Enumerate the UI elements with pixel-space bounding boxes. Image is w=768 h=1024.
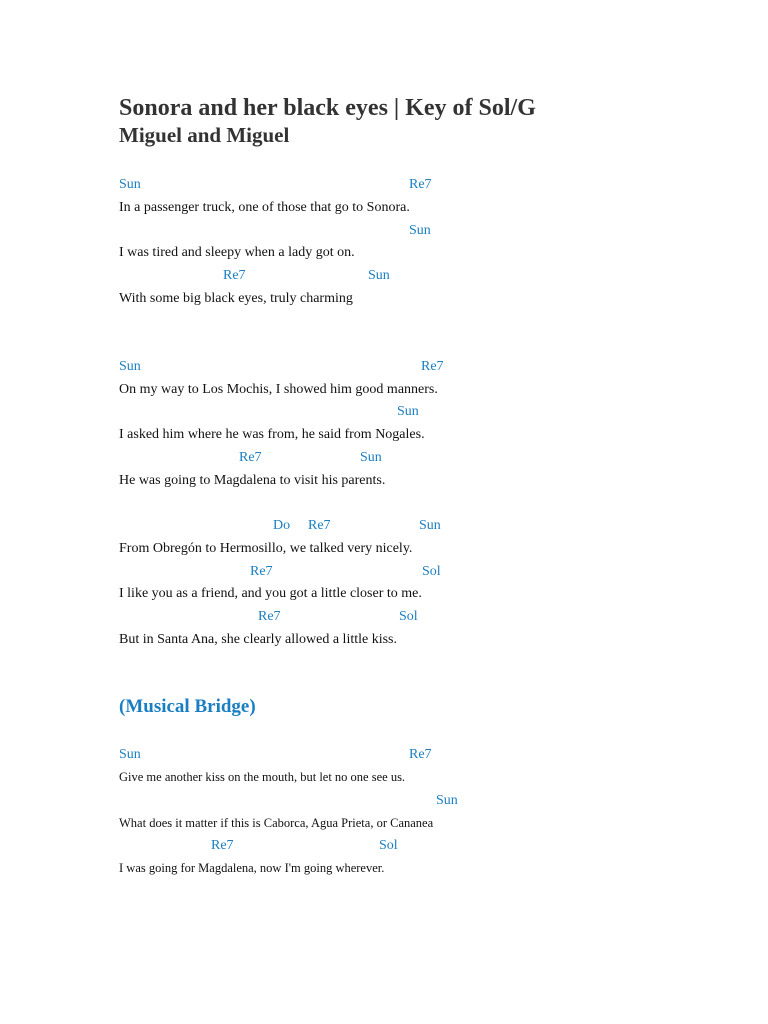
chord: Re7 [258, 609, 281, 624]
lyric-line: From Obregón to Hermosillo, we talked very nicely. [119, 541, 413, 556]
chord: Re7 [211, 838, 234, 853]
lyric-line: With some big black eyes, truly charming [119, 291, 353, 306]
lyric-line: I like you as a friend, and you got a little closer to me. [119, 586, 422, 601]
chord: Sun [419, 518, 441, 533]
chord: Do [273, 518, 291, 533]
song-title: Sonora and her black eyes | Key of Sol/G [119, 95, 536, 121]
section-heading-musical-bridge: (Musical Bridge) [119, 696, 256, 717]
chord: Sun [436, 793, 458, 808]
chord: Sun [409, 223, 431, 238]
lyric-line: What does it matter if this is Caborca, Agua Prieta, or Cananea [119, 816, 434, 830]
chord: Re7 [409, 747, 432, 762]
chord: Re7 [308, 518, 331, 533]
chord: Sol [399, 609, 418, 624]
chord: Sun [360, 450, 382, 465]
chord: Re7 [223, 268, 246, 283]
chord: Re7 [250, 564, 273, 579]
lyric-line: On my way to Los Mochis, I showed him good manners. [119, 382, 438, 397]
song-artist: Miguel and Miguel [119, 123, 290, 147]
chord: Re7 [409, 177, 432, 192]
lyric-line: I was going for Magdalena, now I'm going wherever. [119, 861, 385, 875]
chord: Sun [119, 177, 141, 192]
chord: Sun [119, 747, 141, 762]
lyric-line: Give me another kiss on the mouth, but let no one see us. [119, 770, 406, 784]
lyric-line: I was tired and sleepy when a lady got on. [119, 245, 355, 260]
lyric-line: I asked him where he was from, he said from Nogales. [119, 427, 425, 442]
chord: Re7 [239, 450, 262, 465]
lyric-line: In a passenger truck, one of those that go to Sonora. [119, 200, 410, 215]
chord: Sol [422, 564, 441, 579]
chord: Sun [368, 268, 390, 283]
chord: Re7 [421, 359, 444, 374]
lyric-line: He was going to Magdalena to visit his parents. [119, 473, 386, 488]
chord: Sun [397, 404, 419, 419]
chord: Sun [119, 359, 141, 374]
lyric-line: But in Santa Ana, she clearly allowed a little kiss. [119, 632, 397, 647]
chord: Sol [379, 838, 398, 853]
